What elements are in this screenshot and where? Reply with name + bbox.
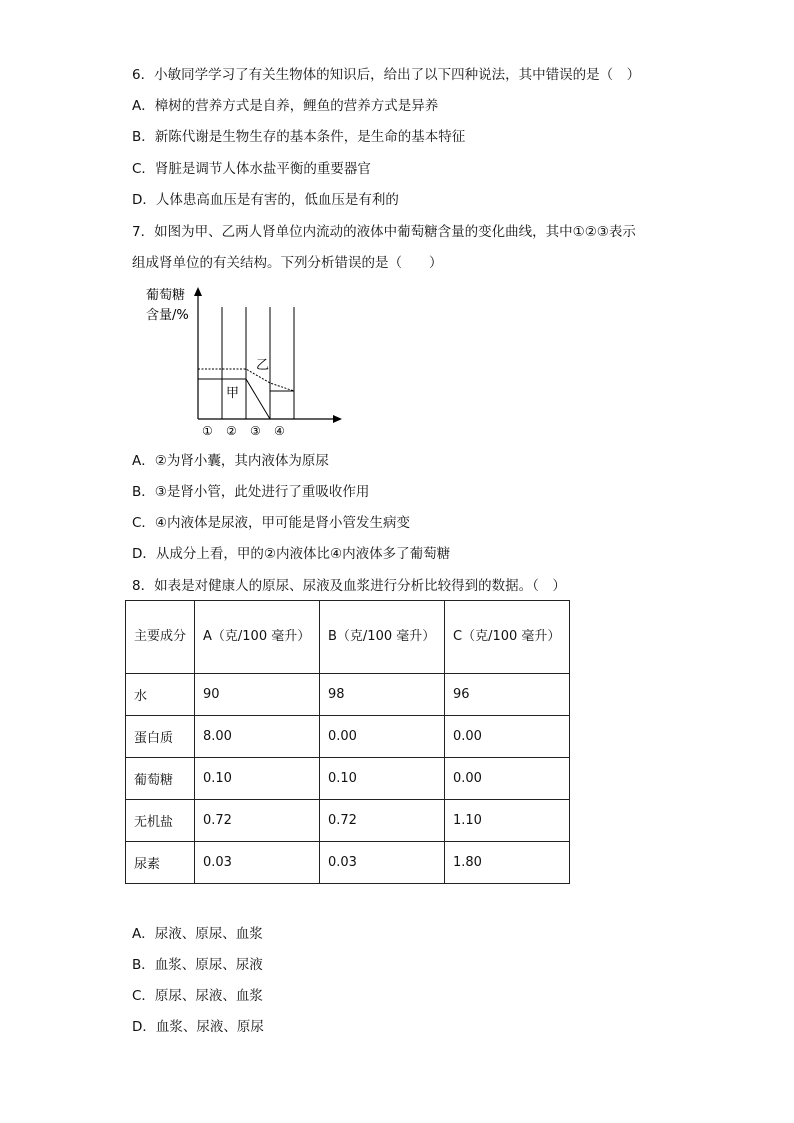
table-cell: 0.03: [195, 842, 320, 884]
table-cell: 8.00: [195, 716, 320, 758]
question-7-option-c: C．④内液体是尿液，甲可能是肾小管发生病变: [132, 515, 411, 531]
table-cell: 尿素: [126, 842, 195, 884]
table-cell: 1.10: [445, 800, 570, 842]
table-header-cell: B（克/100 毫升）: [320, 601, 445, 674]
table-cell: 蛋白质: [126, 716, 195, 758]
question-6-option-b: B．新陈代谢是生物生存的基本条件，是生命的基本特征: [132, 129, 466, 145]
table-row: [126, 716, 570, 758]
question-7-stem-line2: 组成肾单位的有关结构。下列分析错误的是（ ）: [132, 255, 443, 271]
table-cell: 90: [195, 674, 320, 716]
table-header-cell: 主要成分: [126, 601, 195, 674]
figure-ylabel-line1: 葡萄糖: [146, 288, 186, 303]
question-7-stem-line1: 7．如图为甲、乙两人肾单位内流动的液体中葡萄糖含量的变化曲线，其中①②③表示: [132, 224, 636, 240]
table-cell: 0.00: [320, 716, 445, 758]
xtick-3: ③: [250, 424, 261, 438]
figure-ylabel-line2: 含量/%: [146, 308, 189, 323]
question-8-option-a: A．尿液、原尿、血浆: [132, 926, 263, 942]
question-7-option-a: A．②为肾小囊，其内液体为原尿: [132, 453, 329, 469]
table-row: [126, 674, 570, 716]
question-8-option-d: D．血浆、尿液、原尿: [132, 1019, 264, 1035]
question-6-stem: 6．小敏同学学习了有关生物体的知识后，给出了以下四种说法，其中错误的是（ ）: [132, 67, 641, 83]
table-cell: 0.72: [320, 800, 445, 842]
table-cell: 无机盐: [126, 800, 195, 842]
table-header-row: [126, 601, 570, 674]
question-8-stem: 8．如表是对健康人的原尿、尿液及血浆进行分析比较得到的数据。（ ）: [132, 578, 566, 594]
xtick-1: ①: [202, 424, 213, 438]
table-cell: 水: [126, 674, 195, 716]
xtick-2: ②: [226, 424, 237, 438]
table-header-cell: C（克/100 毫升）: [445, 601, 570, 674]
table-cell: 1.80: [445, 842, 570, 884]
question-6-option-a: A．樟树的营养方式是自养，鲤鱼的营养方式是异养: [132, 98, 439, 114]
question-8-option-c: C．原尿、尿液、血浆: [132, 988, 263, 1004]
table-header-cell: A（克/100 毫升）: [195, 601, 320, 674]
table-row: [126, 800, 570, 842]
table-cell: 0.10: [195, 758, 320, 800]
xtick-4: ④: [274, 424, 285, 438]
table-cell: 0.10: [320, 758, 445, 800]
table-cell: 0.72: [195, 800, 320, 842]
table-cell: 葡萄糖: [126, 758, 195, 800]
table-cell: 0.00: [445, 758, 570, 800]
table-row: [126, 758, 570, 800]
table-cell: 98: [320, 674, 445, 716]
label-yi: 乙: [256, 358, 270, 373]
y-axis-arrow: [194, 287, 202, 296]
label-jia: 甲: [226, 386, 240, 401]
question-7-option-d: D．从成分上看，甲的②内液体比④内液体多了葡萄糖: [132, 546, 451, 562]
table-cell: 0.00: [445, 716, 570, 758]
table-cell: 96: [445, 674, 570, 716]
composition-table: [125, 600, 570, 884]
question-7-option-b: B．③是肾小管，此处进行了重吸收作用: [132, 484, 370, 500]
question-6-option-c: C．肾脏是调节人体水盐平衡的重要器官: [132, 161, 371, 177]
table-row: [126, 842, 570, 884]
question-8-option-b: B．血浆、原尿、尿液: [132, 957, 263, 973]
table-cell: 0.03: [320, 842, 445, 884]
question-6-option-d: D．人体患高血压是有害的，低血压是有利的: [132, 192, 399, 208]
x-axis-arrow: [333, 415, 342, 423]
glucose-curve-figure: [138, 285, 358, 445]
